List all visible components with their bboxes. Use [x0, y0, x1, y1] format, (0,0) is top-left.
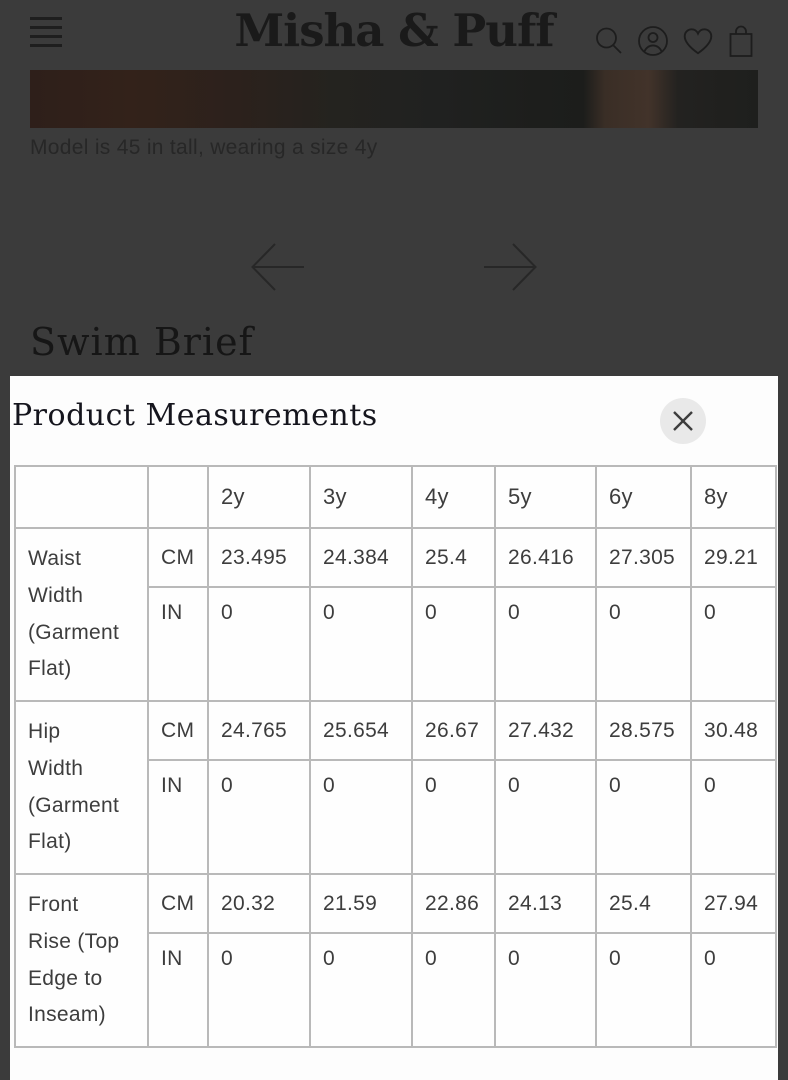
value-cell: 20.32	[208, 874, 310, 933]
product-measurements-modal	[10, 376, 778, 1080]
site-header	[0, 0, 788, 70]
value-cell: 29.21	[691, 528, 776, 587]
value-cell: 0	[412, 587, 495, 701]
value-cell: 0	[691, 587, 776, 701]
value-cell: 0	[208, 760, 310, 874]
carousel-prev-arrow-icon[interactable]	[250, 241, 306, 298]
value-cell: 24.384	[310, 528, 412, 587]
unit-cell: IN	[148, 933, 208, 1047]
table-row-waist-cm	[15, 528, 776, 587]
value-cell: 26.416	[495, 528, 596, 587]
brand-logo[interactable]: Misha & Puff	[234, 4, 554, 57]
size-header: 3y	[310, 466, 412, 528]
value-cell: 25.654	[310, 701, 412, 760]
search-icon[interactable]	[593, 25, 625, 57]
value-cell: 0	[310, 587, 412, 701]
size-header: 8y	[691, 466, 776, 528]
value-cell: 27.432	[495, 701, 596, 760]
account-icon[interactable]	[636, 24, 670, 58]
value-cell: 25.4	[596, 874, 691, 933]
row-label: Front Rise (Top Edge to Inseam)	[15, 874, 148, 1047]
value-cell: 26.67	[412, 701, 495, 760]
value-cell: 24.13	[495, 874, 596, 933]
product-photo-carousel-image[interactable]	[30, 70, 758, 128]
corner-cell	[15, 466, 148, 528]
unit-cell: IN	[148, 760, 208, 874]
value-cell: 0	[495, 933, 596, 1047]
value-cell: 28.575	[596, 701, 691, 760]
value-cell: 0	[310, 933, 412, 1047]
value-cell: 30.48	[691, 701, 776, 760]
value-cell: 0	[412, 760, 495, 874]
modal-title: Product Measurements	[12, 398, 378, 433]
product-title: Swim Brief	[30, 320, 254, 364]
value-cell: 0	[691, 933, 776, 1047]
value-cell: 0	[596, 933, 691, 1047]
close-button[interactable]	[660, 398, 706, 444]
size-header: 4y	[412, 466, 495, 528]
value-cell: 25.4	[412, 528, 495, 587]
size-header: 6y	[596, 466, 691, 528]
table-row-front-rise-cm	[15, 874, 776, 933]
measurements-table	[14, 465, 777, 1048]
value-cell: 21.59	[310, 874, 412, 933]
value-cell: 0	[691, 760, 776, 874]
unit-cell: CM	[148, 528, 208, 587]
unit-header-cell	[148, 466, 208, 528]
table-row-hip-cm	[15, 701, 776, 760]
value-cell: 0	[310, 760, 412, 874]
value-cell: 0	[412, 933, 495, 1047]
close-icon	[672, 410, 694, 432]
size-header: 5y	[495, 466, 596, 528]
unit-cell: CM	[148, 874, 208, 933]
value-cell: 27.305	[596, 528, 691, 587]
unit-cell: IN	[148, 587, 208, 701]
row-label: Hip Width (Garment Flat)	[15, 701, 148, 874]
row-label: Waist Width (Garment Flat)	[15, 528, 148, 701]
model-size-caption: Model is 45 in tall, wearing a size 4y	[30, 136, 378, 159]
value-cell: 27.94	[691, 874, 776, 933]
unit-cell: CM	[148, 701, 208, 760]
value-cell: 0	[495, 760, 596, 874]
value-cell: 23.495	[208, 528, 310, 587]
value-cell: 24.765	[208, 701, 310, 760]
carousel-next-arrow-icon[interactable]	[482, 241, 538, 298]
value-cell: 22.86	[412, 874, 495, 933]
value-cell: 0	[596, 760, 691, 874]
cart-bag-icon[interactable]	[726, 23, 756, 59]
size-header: 2y	[208, 466, 310, 528]
wishlist-heart-icon[interactable]	[681, 25, 715, 57]
value-cell: 0	[208, 587, 310, 701]
value-cell: 0	[596, 587, 691, 701]
size-header-row	[15, 466, 776, 528]
value-cell: 0	[495, 587, 596, 701]
value-cell: 0	[208, 933, 310, 1047]
header-icon-group	[593, 23, 756, 59]
